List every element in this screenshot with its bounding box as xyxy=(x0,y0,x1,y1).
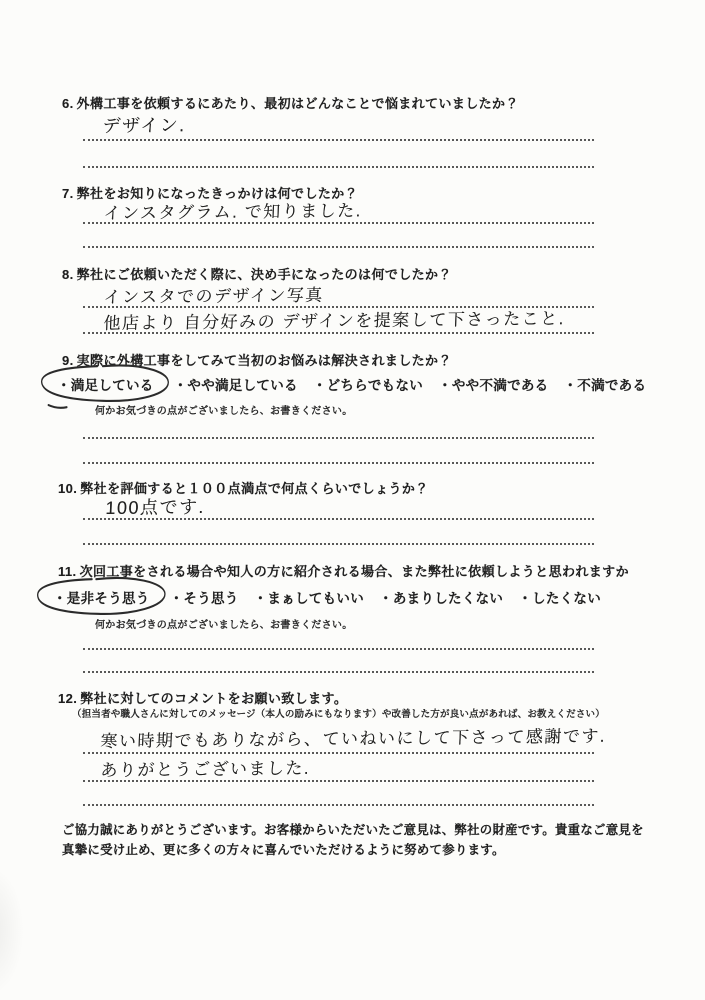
option-label: ・あまりしたくない xyxy=(379,591,504,606)
option-label: ・やや満足している xyxy=(173,378,298,393)
answer-line xyxy=(83,437,594,439)
answer-line xyxy=(83,139,594,141)
question-8-heading xyxy=(62,264,452,283)
answer-line xyxy=(83,648,594,650)
question-11-note: 何かお気づきの点がございましたら、お書きください。 xyxy=(95,620,353,631)
question-10-number: 10. xyxy=(58,481,78,496)
question-9-number: 9. xyxy=(62,353,74,368)
option-label: ・是非そう思う xyxy=(53,591,150,606)
question-11-options xyxy=(48,587,601,607)
question-9-text: 実際に外構工事をしてみて当初のお悩みは解決されましたか？ xyxy=(76,353,452,368)
handwritten-answer-q8-line2: 他店より 自分好みの デザインを提案して下さったこと. xyxy=(103,309,566,333)
answer-line xyxy=(83,222,594,224)
answer-line xyxy=(83,804,594,806)
question-12-text: 弊社に対してのコメントをお願い致します。 xyxy=(80,691,348,706)
answer-line xyxy=(83,246,594,248)
option-label: ・満足している xyxy=(57,378,154,393)
option-label: ・そう思う xyxy=(169,591,239,606)
question-6-number: 6. xyxy=(62,96,74,111)
question-7-text: 弊社をお知りになったきっかけは何でしたか？ xyxy=(76,186,359,201)
question-8-text: 弊社にご依頼いただく際に、決め手になったのは何でしたか？ xyxy=(76,267,452,282)
question-9-options xyxy=(52,374,646,394)
footer-line-1: ご協力誠にありがとうございます。お客様からいただいたご意見は、弊社の財産です。貴重なご意見を xyxy=(62,823,644,837)
handwritten-answer-q12-line2: ありがとうございました. xyxy=(100,758,311,780)
question-12-subnote: （担当者や職人さんに対してのメッセージ（本人の励みにもなります）や改善した方が良い点があれば、お教えください） xyxy=(72,709,605,720)
footer-thanks-message xyxy=(62,820,644,860)
answer-line xyxy=(83,332,594,334)
question-11-text: 次回工事をされる場合や知人の方に紹介される場合、また弊社に依頼しようと思われますか xyxy=(79,564,629,579)
option-label: ・不満である xyxy=(563,378,647,393)
option-label: ・まぁしてもいい xyxy=(253,591,365,606)
handwritten-answer-q8-line1: インスタでのデザイン写真 xyxy=(103,285,325,307)
question-12-number: 12. xyxy=(58,691,78,706)
option-satisfied-circled xyxy=(52,374,159,394)
handwritten-answer-q6: デザイン. xyxy=(102,115,187,136)
question-6-heading xyxy=(62,93,519,112)
answer-line xyxy=(83,752,594,754)
question-11-number: 11. xyxy=(58,564,77,579)
scan-smudge-artifact xyxy=(0,866,24,996)
answer-line xyxy=(83,543,594,545)
answer-line xyxy=(83,671,594,673)
handwritten-answer-q10: 100点です. xyxy=(105,496,206,518)
question-6-text: 外構工事を依頼するにあたり、最初はどんなことで悩まれていましたか？ xyxy=(76,96,519,111)
option-label: ・したくない xyxy=(518,591,602,606)
answer-line xyxy=(83,166,594,168)
option-definitely-circled xyxy=(48,587,155,607)
question-11-heading xyxy=(58,561,629,580)
answer-line xyxy=(83,780,594,782)
question-10-text: 弊社を評価すると１００点満点で何点くらいでしょうか？ xyxy=(80,481,429,496)
answer-line xyxy=(83,462,594,464)
question-12-heading xyxy=(58,688,347,707)
option-label: ・どちらでもない xyxy=(312,378,424,393)
handwritten-answer-q12-line1: 寒い時期でもありながら、ていねいにして下さって感謝です. xyxy=(100,726,607,751)
answer-line xyxy=(83,518,594,520)
question-8-number: 8. xyxy=(62,267,74,282)
footer-line-2: 真摯に受け止め、更に多くの方々に喜んでいただけるように努めて参ります。 xyxy=(62,843,505,857)
handwritten-answer-q7: インスタグラム. で知りました. xyxy=(103,201,363,223)
question-9-note: 何かお気づきの点がございましたら、お書きください。 xyxy=(95,406,353,417)
question-7-number: 7. xyxy=(62,186,74,201)
question-9-heading xyxy=(62,350,452,369)
option-label: ・やや不満である xyxy=(438,378,549,393)
